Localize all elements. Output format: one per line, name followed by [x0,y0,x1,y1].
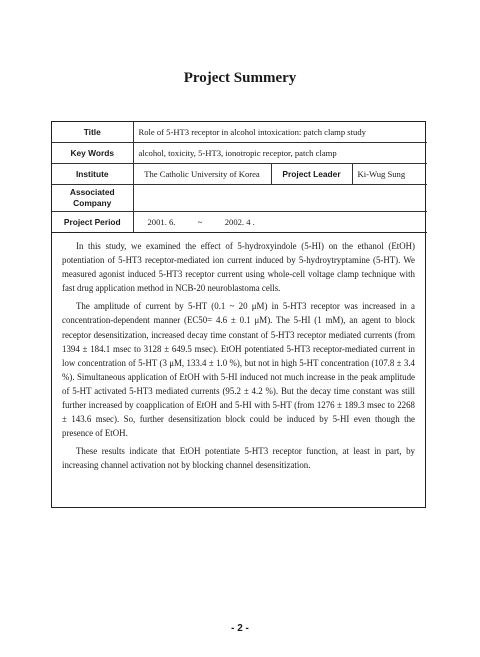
leader-value: Ki-Wug Sung [352,164,427,185]
associated-value [133,185,427,212]
project-info-table [52,122,427,233]
abstract-paragraph: These results indicate that EtOH potentiate 5-HT3 receptor function, at least in part, by increasing channel activation not by blocking channel desensitization. [62,446,415,471]
leader-label: Project Leader [271,164,352,185]
table-row [52,185,427,212]
table-row [52,122,427,143]
keywords-value: alcohol, toxicity, 5-HT3, ionotropic receptor, patch clamp [133,143,427,164]
title-value: Role of 5-HT3 receptor in alcohol intoxication: patch clamp study [133,122,427,143]
page-number: - 2 - [231,623,249,634]
table-row [52,143,427,164]
period-label: Project Period [52,212,133,233]
table-row [52,164,427,185]
title-label: Title [52,122,133,143]
page-title: Project Summery [183,70,297,86]
institute-value: The Catholic University of Korea [133,164,271,185]
period-start: 2001. 6. [147,217,176,227]
abstract [52,233,425,473]
period-separator: ~ [197,217,203,227]
associated-label: Associated Company [52,185,133,212]
period-value [133,212,427,233]
keywords-label: Key Words [52,143,133,164]
institute-label: Institute [52,164,133,185]
summary-box [51,121,426,508]
abstract-paragraph: The amplitude of current by 5-HT (0.1 ~ 20 μM) in 5-HT3 receptor was increased in a concentration-dependent manner (EC50= 4.6 ± 0.1 μM). The 5-HI (1 mM), an agent to block receptor desensitization, increased decay time constant of 5-HT3 receptor mediated currents (from 1394 ± 184.1 msec to 3128 ± 649.5 msec). EtOH potentiated 5-HT3 receptor-mediated current in low concentration of 5-HT (3 μM, 133.4 ± 1.0 %), but not in high 5-HT concentration (107.8 ± 3.4 %). Simultaneous application of EtOH with 5-HI induced not much increase in the peak amplitude of 5-HT activated 5-HT3 mediated currents (95.2 ± 4.2 %). But the decay time constant was still further increased by coapplication of EtOH and 5-HI with 5-HT (from 1276 ± 189.3 msec to 2268 ± 143.6 msec). So, further desensitization block could be induced by 5-HI even though the presence of EtOH. [62,301,415,439]
table-row [52,212,427,233]
period-end: 2002. 4 . [224,217,255,227]
abstract-paragraph: In this study, we examined the effect of 5-hydroxyindole (5-HI) on the ethanol (EtOH) potentiation of 5-HT3 receptor-mediated ion current induced by 5-hydroytryptamine (5-HT). We measured agonist induced 5-HT3 receptor current using whole-cell voltage clamp technique with fast drug application method in NCB-20 neuroblastoma cells. [62,241,415,294]
